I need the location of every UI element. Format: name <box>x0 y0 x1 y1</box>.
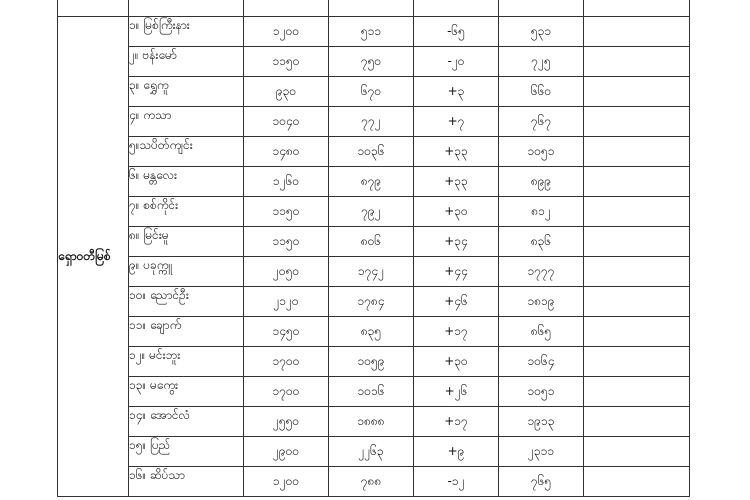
value-cell: ၁၂၀၀ <box>244 467 329 497</box>
empty-cell <box>584 347 690 377</box>
empty-cell <box>584 107 690 137</box>
value-cell: +၄၆ <box>414 287 499 317</box>
header-cell <box>499 0 584 17</box>
value-cell: ၂၂၆၃ <box>329 437 414 467</box>
table-row <box>58 347 690 377</box>
value-cell: ၅၃၁ <box>499 17 584 47</box>
table-row <box>58 77 690 107</box>
value-cell: ၁၂၀၀ <box>244 17 329 47</box>
value-cell: ၇၆၅ <box>499 467 584 497</box>
empty-cell <box>584 197 690 227</box>
value-cell: ၇၈၈ <box>329 467 414 497</box>
value-cell: +၃၃ <box>414 167 499 197</box>
value-cell: ၈၆၅ <box>499 317 584 347</box>
table-header-row <box>58 0 690 17</box>
value-cell: ၇၅၀ <box>329 47 414 77</box>
value-cell: ၈၀၆ <box>329 227 414 257</box>
town-cell: ၁၆။ ဆိပ်သာ <box>129 467 244 497</box>
town-cell: ၉။ ပခုက္ကူ <box>129 257 244 287</box>
value-cell: ၂၀၅၀ <box>244 257 329 287</box>
empty-cell <box>584 137 690 167</box>
empty-cell <box>584 77 690 107</box>
town-cell: ၄။ ကသာ <box>129 107 244 137</box>
value-cell: ၁၉၁၃ <box>499 407 584 437</box>
value-cell: ၁၄၈၀ <box>244 137 329 167</box>
value-cell: ၆၇၀ <box>329 77 414 107</box>
value-cell: ၁၇၀၀ <box>244 347 329 377</box>
value-cell: ၁၀၅၉ <box>329 347 414 377</box>
table-row <box>58 377 690 407</box>
value-cell: +၃၄ <box>414 227 499 257</box>
value-cell: +၁၇ <box>414 407 499 437</box>
value-cell: +၃၃ <box>414 137 499 167</box>
value-cell: -၂၀ <box>414 47 499 77</box>
value-cell: ၈၉၉ <box>499 167 584 197</box>
value-cell: +၇ <box>414 107 499 137</box>
town-cell: ၁။ မြစ်ကြီးနား <box>129 17 244 47</box>
table-row <box>58 317 690 347</box>
town-cell: ၃။ ရွှေကူ <box>129 77 244 107</box>
value-cell: ၂၁၂၀ <box>244 287 329 317</box>
value-cell: ၁၇၄၂ <box>329 257 414 287</box>
town-cell: ၁၄။ အောင်လံ <box>129 407 244 437</box>
town-cell: ၇။ စစ်ကိုင်း <box>129 197 244 227</box>
empty-cell <box>584 47 690 77</box>
value-cell: ၁၀၁၆ <box>329 377 414 407</box>
value-cell: ၁၀၃၆ <box>329 137 414 167</box>
town-cell: ၁၂။ မင်းဘူး <box>129 347 244 377</box>
empty-cell <box>584 467 690 497</box>
value-cell: ၈၁၂ <box>499 197 584 227</box>
town-cell: ၁၀။ ညောင်ဦး <box>129 287 244 317</box>
value-cell: ၁၈၁၉ <box>499 287 584 317</box>
value-cell: ၇၇၂ <box>329 107 414 137</box>
header-cell <box>584 0 690 17</box>
value-cell: ၁၈၈၈ <box>329 407 414 437</box>
empty-cell <box>584 17 690 47</box>
value-cell: ၁၀၅၁ <box>499 377 584 407</box>
value-cell: ၇၂၅ <box>499 47 584 77</box>
empty-cell <box>584 377 690 407</box>
value-cell: ၈၇၉ <box>329 167 414 197</box>
value-cell: ၁၀၆၄ <box>499 347 584 377</box>
empty-cell <box>584 227 690 257</box>
table-row <box>58 407 690 437</box>
table-row <box>58 167 690 197</box>
region-cell <box>58 17 129 497</box>
value-cell: ၇၉၂ <box>329 197 414 227</box>
header-cell <box>414 0 499 17</box>
value-cell: +၄၄ <box>414 257 499 287</box>
empty-cell <box>584 167 690 197</box>
town-cell: ၁၅။ ပြည် <box>129 437 244 467</box>
value-cell: ၁၁၅၀ <box>244 227 329 257</box>
value-cell: ၁၇၀၀ <box>244 377 329 407</box>
value-cell: ၇၆၇ <box>499 107 584 137</box>
value-cell: +၉ <box>414 437 499 467</box>
town-cell: ၂။ ဗန်းမော် <box>129 47 244 77</box>
value-cell: +၃၀ <box>414 197 499 227</box>
town-cell: ၈။ မြင်းမူ <box>129 227 244 257</box>
value-cell: ၆၆၀ <box>499 77 584 107</box>
value-cell: +၃၀ <box>414 347 499 377</box>
empty-cell <box>584 287 690 317</box>
value-cell: ၁၇၇၇ <box>499 257 584 287</box>
town-cell: ၁၁။ ချောက် <box>129 317 244 347</box>
value-cell: ၂၅၅၀ <box>244 407 329 437</box>
town-cell: ၆။ မန္တလေး <box>129 167 244 197</box>
value-cell: -၁၂ <box>414 467 499 497</box>
table-row <box>58 107 690 137</box>
water-level-table <box>57 0 690 497</box>
header-cell <box>129 0 244 17</box>
table-row <box>58 257 690 287</box>
value-cell: +၁၇ <box>414 317 499 347</box>
value-cell: -၆၅ <box>414 17 499 47</box>
value-cell: ၈၃၆ <box>499 227 584 257</box>
empty-cell <box>584 317 690 347</box>
header-cell <box>244 0 329 17</box>
empty-cell <box>584 407 690 437</box>
header-cell <box>329 0 414 17</box>
table-row <box>58 467 690 497</box>
value-cell: ၁၁၅၀ <box>244 197 329 227</box>
value-cell: ၉၃၀ <box>244 77 329 107</box>
table-row <box>58 437 690 467</box>
value-cell: ၅၁၁ <box>329 17 414 47</box>
value-cell: ၂၉၀၀ <box>244 437 329 467</box>
table-row <box>58 137 690 167</box>
value-cell: ၈၃၅ <box>329 317 414 347</box>
town-cell: ၅။သပိတ်ကျင်း <box>129 137 244 167</box>
table-row <box>58 287 690 317</box>
value-cell: ၁၀၄၀ <box>244 107 329 137</box>
value-cell: +၃ <box>414 77 499 107</box>
town-cell: ၁၃။ မကွေး <box>129 377 244 407</box>
table-row <box>58 17 690 47</box>
value-cell: ၁၁၅၀ <box>244 47 329 77</box>
value-cell: ၁၇၈၄ <box>329 287 414 317</box>
region-label: ရှောဝတီမြစ် <box>58 248 111 263</box>
value-cell: +၂၆ <box>414 377 499 407</box>
value-cell: ၁၄၅၀ <box>244 317 329 347</box>
value-cell: ၂၃၁၁ <box>499 437 584 467</box>
table-row <box>58 227 690 257</box>
empty-cell <box>584 437 690 467</box>
empty-cell <box>584 257 690 287</box>
table-row <box>58 47 690 77</box>
value-cell: ၁၀၅၁ <box>499 137 584 167</box>
header-cell <box>58 0 129 17</box>
table-row <box>58 197 690 227</box>
value-cell: ၁၂၆၀ <box>244 167 329 197</box>
